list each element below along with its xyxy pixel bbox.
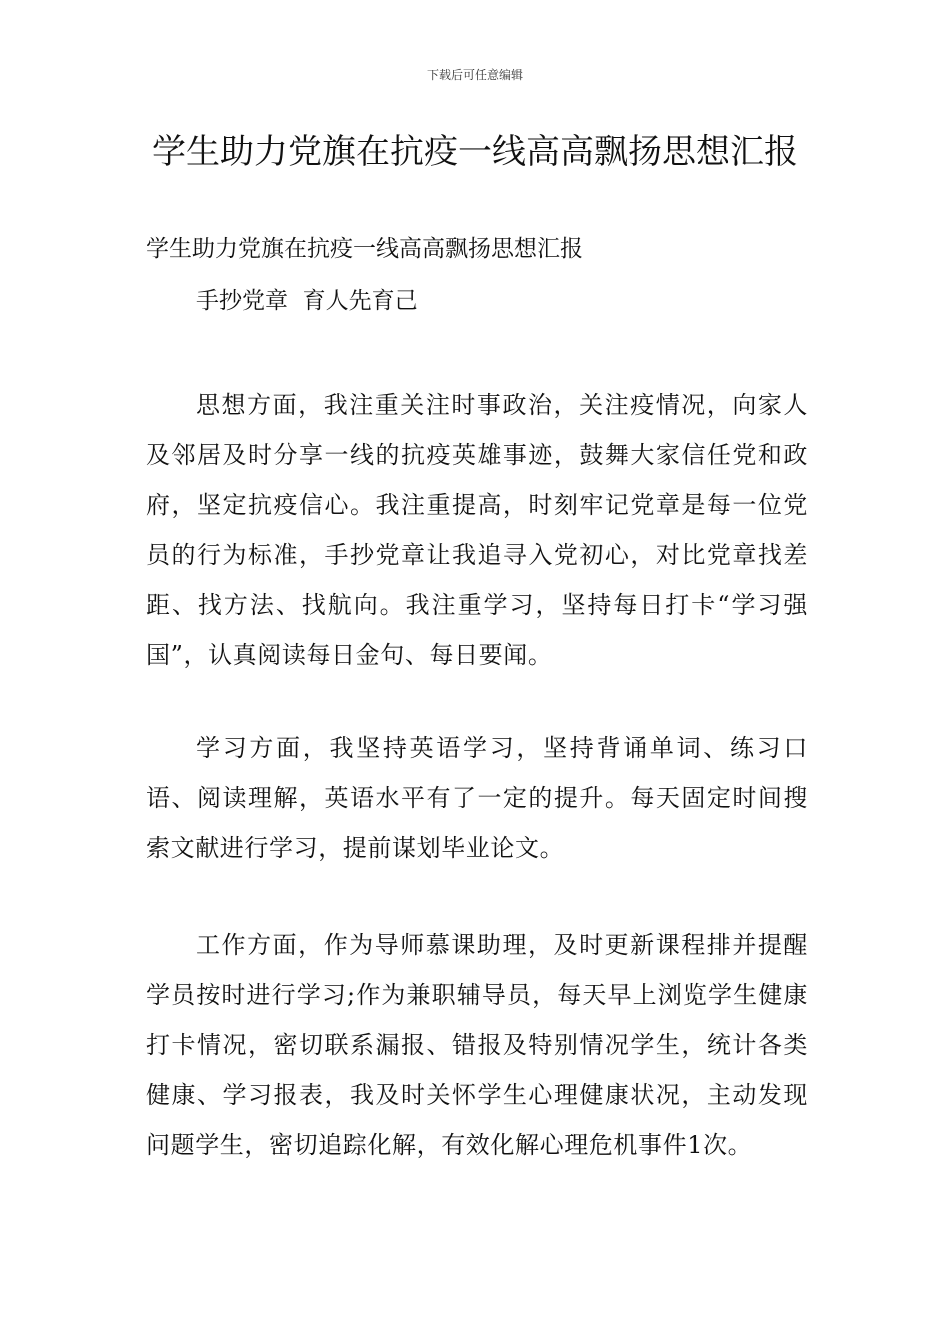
document-title: 学生助力党旗在抗疫一线高高飘扬思想汇报	[152, 132, 798, 172]
paragraph-work: 工作方面，作为导师慕课助理，及时更新课程排并提醒学员按时进行学习;作为兼职辅导员，每天早上浏览学生健康打卡情况，密切联系漏报、错报及特别情况学生，统计各类健康、学习报表，我及时关怀学生心理健康状况，主动发现问题学生，密切追踪化解，有效化解心理危机事件1次。	[146, 931, 808, 1159]
document-subtitle: 学生助力党旗在抗疫一线高高飘扬思想汇报	[146, 236, 583, 262]
paragraph-thought: 思想方面，我注重关注时事政治，关注疫情况，向家人及邻居及时分享一线的抗疫英雄事迹，鼓舞大家信任党和政府，坚定抗疫信心。我注重提高，时刻牢记党章是每一位党员的行为标准，手抄党章让我追寻入党初心，对比党章找差距、找方法、找航向。我注重学习，坚持每日打卡“学习强国”，认真阅读每日金句、每日要闻。	[146, 391, 808, 669]
paragraph-study: 学习方面，我坚持英语学习，坚持背诵单词、练习口语、阅读理解，英语水平有了一定的提升。每天固定时间搜索文献进行学习，提前谋划毕业论文。	[146, 734, 808, 862]
header-note: 下载后可任意编辑	[426, 68, 523, 82]
section-heading: 手抄党章 育人先育己	[196, 288, 418, 314]
